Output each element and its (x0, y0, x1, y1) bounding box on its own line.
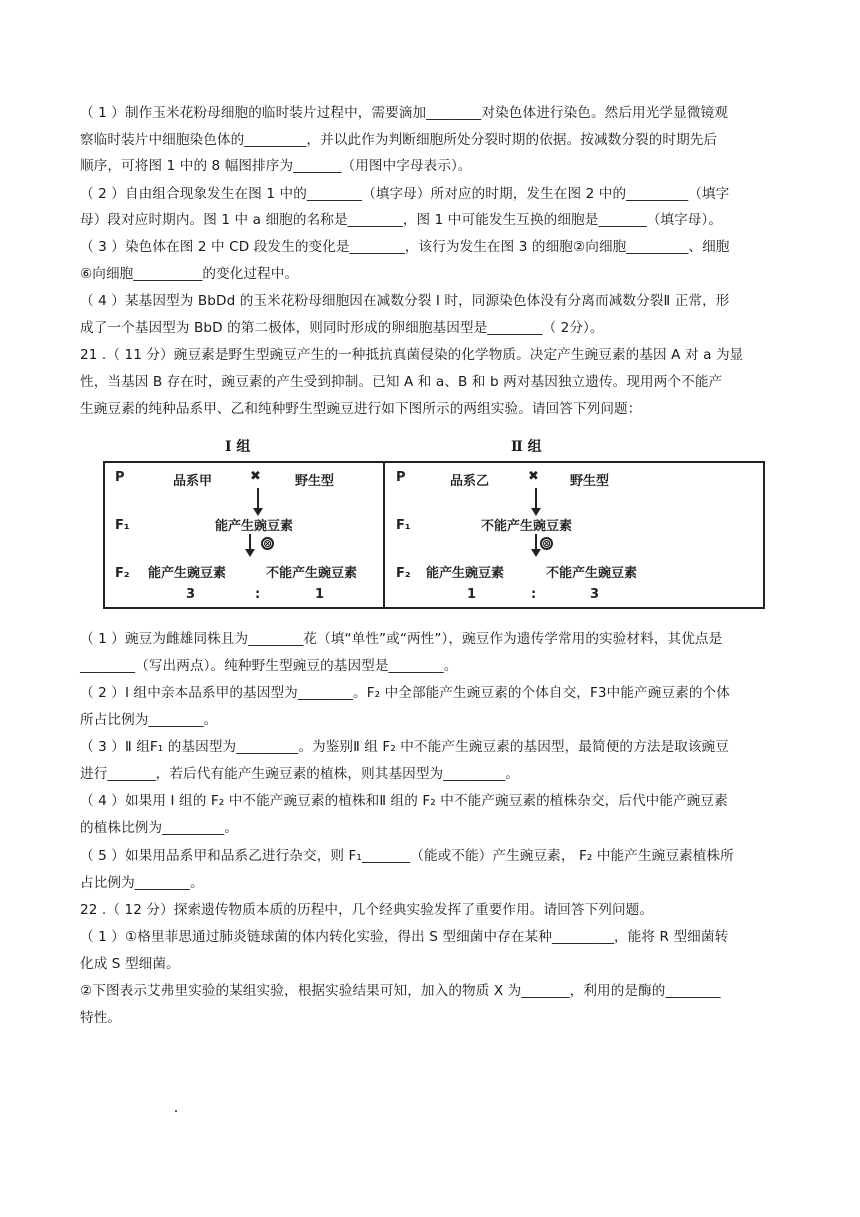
q21-line3: 生豌豆素的纯种品系甲、乙和纯种野生型豌豆进行如下图所示的两组实验。请回答下列问题： (80, 401, 642, 417)
group1-selfing-icon: ⊗ (263, 537, 273, 550)
q21-2-line1: （ 2 ）Ⅰ 组中亲本品系甲的基因型为________。F₂ 中全部能产生豌豆素的个体自交，F3中能产豌豆素的个体 (80, 685, 730, 701)
q22-line1: 22 .（ 12 分）探索遗传物质本质的历程中，几个经典实验发挥了重要作用。请回答下列问题。 (80, 902, 654, 918)
group1-arrow-p-f1 (257, 488, 259, 510)
q21-1-line2: ________（写出两点）。纯种野生型豌豆的基因型是________。 (80, 658, 458, 674)
q21-line2: 性，当基因 B 存在时，豌豆素的产生受到抑制。已知 A 和 a、B 和 b 两对基因独立遗传。现用两个不能产 (80, 374, 723, 390)
group1-box (103, 461, 385, 609)
q21-5-line2: 占比例为________。 (80, 875, 204, 891)
group2-cross-icon: ✖ (528, 469, 539, 484)
group1-arrow-f1-f2 (249, 534, 251, 551)
group2-parent2: 野生型 (570, 474, 610, 489)
group2-ratio-right: 3 (590, 587, 600, 602)
q21-4-line1: （ 4 ）如果用 Ⅰ 组的 F₂ 中不能产豌豆素的植株和Ⅱ 组的 F₂ 中不能产豌豆素的植株杂交，后代中能产豌豆素 (80, 793, 728, 809)
q21-3-line1: （ 3 ）Ⅱ 组F₁ 的基因型为_________。为鉴别Ⅱ 组 F₂ 中不能产生豌豆素的基因型，最简便的方法是取该豌豆 (80, 739, 729, 755)
group1-f1: 能产生豌豆素 (215, 519, 294, 534)
group1-cross-icon: ✖ (250, 469, 261, 484)
group2-arrow-p-f1 (535, 488, 537, 510)
group2-f1-label: F₁ (396, 518, 411, 533)
q20-3-line1: （ 3 ）染色体在图 2 中 CD 段发生的变化是________，该行为发生在图 3 的细胞②向细胞_________、细胞 (80, 239, 730, 255)
q21-5-line1: （ 5 ）如果用品系甲和品系乙进行杂交，则 F₁_______（能或不能）产生豌豆素， F₂ 中能产生豌豆素植株所 (80, 848, 734, 864)
q20-2-line2: 母）段对应时期内。图 1 中 a 细胞的名称是________，图 1 中可能发生互换的细胞是_______（填字母）。 (80, 212, 723, 228)
group1-parent1: 品系甲 (173, 474, 213, 489)
q20-4-line1: （ 4 ）某基因型为 BbDd 的玉米花粉母细胞因在减数分裂 Ⅰ 时，同源染色体没有分离而减数分裂Ⅱ 正常，形 (80, 293, 730, 309)
q21-line1: 21 .（ 11 分）豌豆素是野生型豌豆产生的一种抵抗真菌侵染的化学物质。决定产生豌豆素的基因 A 对 a 为显 (80, 347, 744, 363)
q21-3-line2: 进行_______，若后代有能产生豌豆素的植株，则其基因型为_________。 (80, 766, 519, 782)
q22-2-line2: 特性。 (80, 1010, 122, 1026)
group1-ratio-sep: : (255, 587, 261, 602)
q20-1-line2: 察临时装片中细胞染色体的_________，并以此作为判断细胞所处分裂时期的依据。按减数分裂的时期先后 (80, 132, 718, 148)
q20-3-line2: ⑥向细胞__________的变化过程中。 (80, 266, 299, 282)
group2-selfing-icon: ⊗ (542, 537, 552, 550)
q20-1-line3: 顺序，可将图 1 中的 8 幅图排序为_______（用图中字母表示）。 (80, 158, 472, 174)
group2-parent1: 品系乙 (450, 474, 490, 489)
q21-4-line2: 的植株比例为_________。 (80, 820, 238, 836)
q20-4-line2: 成了一个基因型为 BbD 的第二极体，则同时形成的卵细胞基因型是________（ 2分）。 (80, 320, 604, 336)
group1-f2-left: 能产生豌豆素 (148, 566, 227, 581)
group1-ratio-right: 1 (315, 587, 325, 602)
q21-2-line2: 所占比例为________。 (80, 712, 218, 728)
group1-f1-label: F₁ (115, 518, 130, 533)
group2-ratio-sep: : (531, 587, 537, 602)
group2-f1: 不能产生豌豆素 (481, 519, 573, 534)
q22-1-line1: （ 1 ）①格里菲思通过肺炎链球菌的体内转化实验，得出 S 型细菌中存在某种_________，能将 R 型细菌转 (80, 929, 729, 945)
page-dot (175, 1110, 177, 1112)
group1-f2-right: 不能产生豌豆素 (266, 566, 358, 581)
q22-1-line2: 化成 S 型细菌。 (80, 956, 180, 972)
group2-arrow-f1-f2 (535, 534, 537, 551)
group2-p-label: P (396, 470, 406, 485)
group1-ratio-left: 3 (186, 587, 196, 602)
group2-f2-right: 不能产生豌豆素 (546, 566, 638, 581)
group1-parent2: 野生型 (295, 474, 335, 489)
q21-1-line1: （ 1 ）豌豆为雌雄同株且为________花（填“单性”或“两性”），豌豆作为遗传学常用的实验材料，其优点是 (80, 631, 723, 647)
group1-f2-label: F₂ (115, 566, 130, 581)
q20-2-line1: （ 2 ）自由组合现象发生在图 1 中的________（填字母）所对应的时期，发生在图 2 中的_________（填字 (80, 186, 730, 202)
group2-title: Ⅱ 组 (511, 439, 542, 455)
group2-ratio-left: 1 (467, 587, 477, 602)
group2-f2-label: F₂ (396, 566, 411, 581)
q22-2-line1: ②下图表示艾弗里实验的某组实验，根据实验结果可知，加入的物质 X 为_______，利用的是酶的________ (80, 983, 721, 999)
group2-f2-left: 能产生豌豆素 (426, 566, 505, 581)
group1-title: Ⅰ 组 (225, 439, 251, 455)
cross-experiment-diagram (103, 436, 765, 616)
q20-1-line1: （ 1 ）制作玉米花粉母细胞的临时装片过程中，需要滴加________对染色体进行染色。然后用光学显微镜观 (80, 105, 728, 121)
group1-p-label: P (115, 470, 125, 485)
